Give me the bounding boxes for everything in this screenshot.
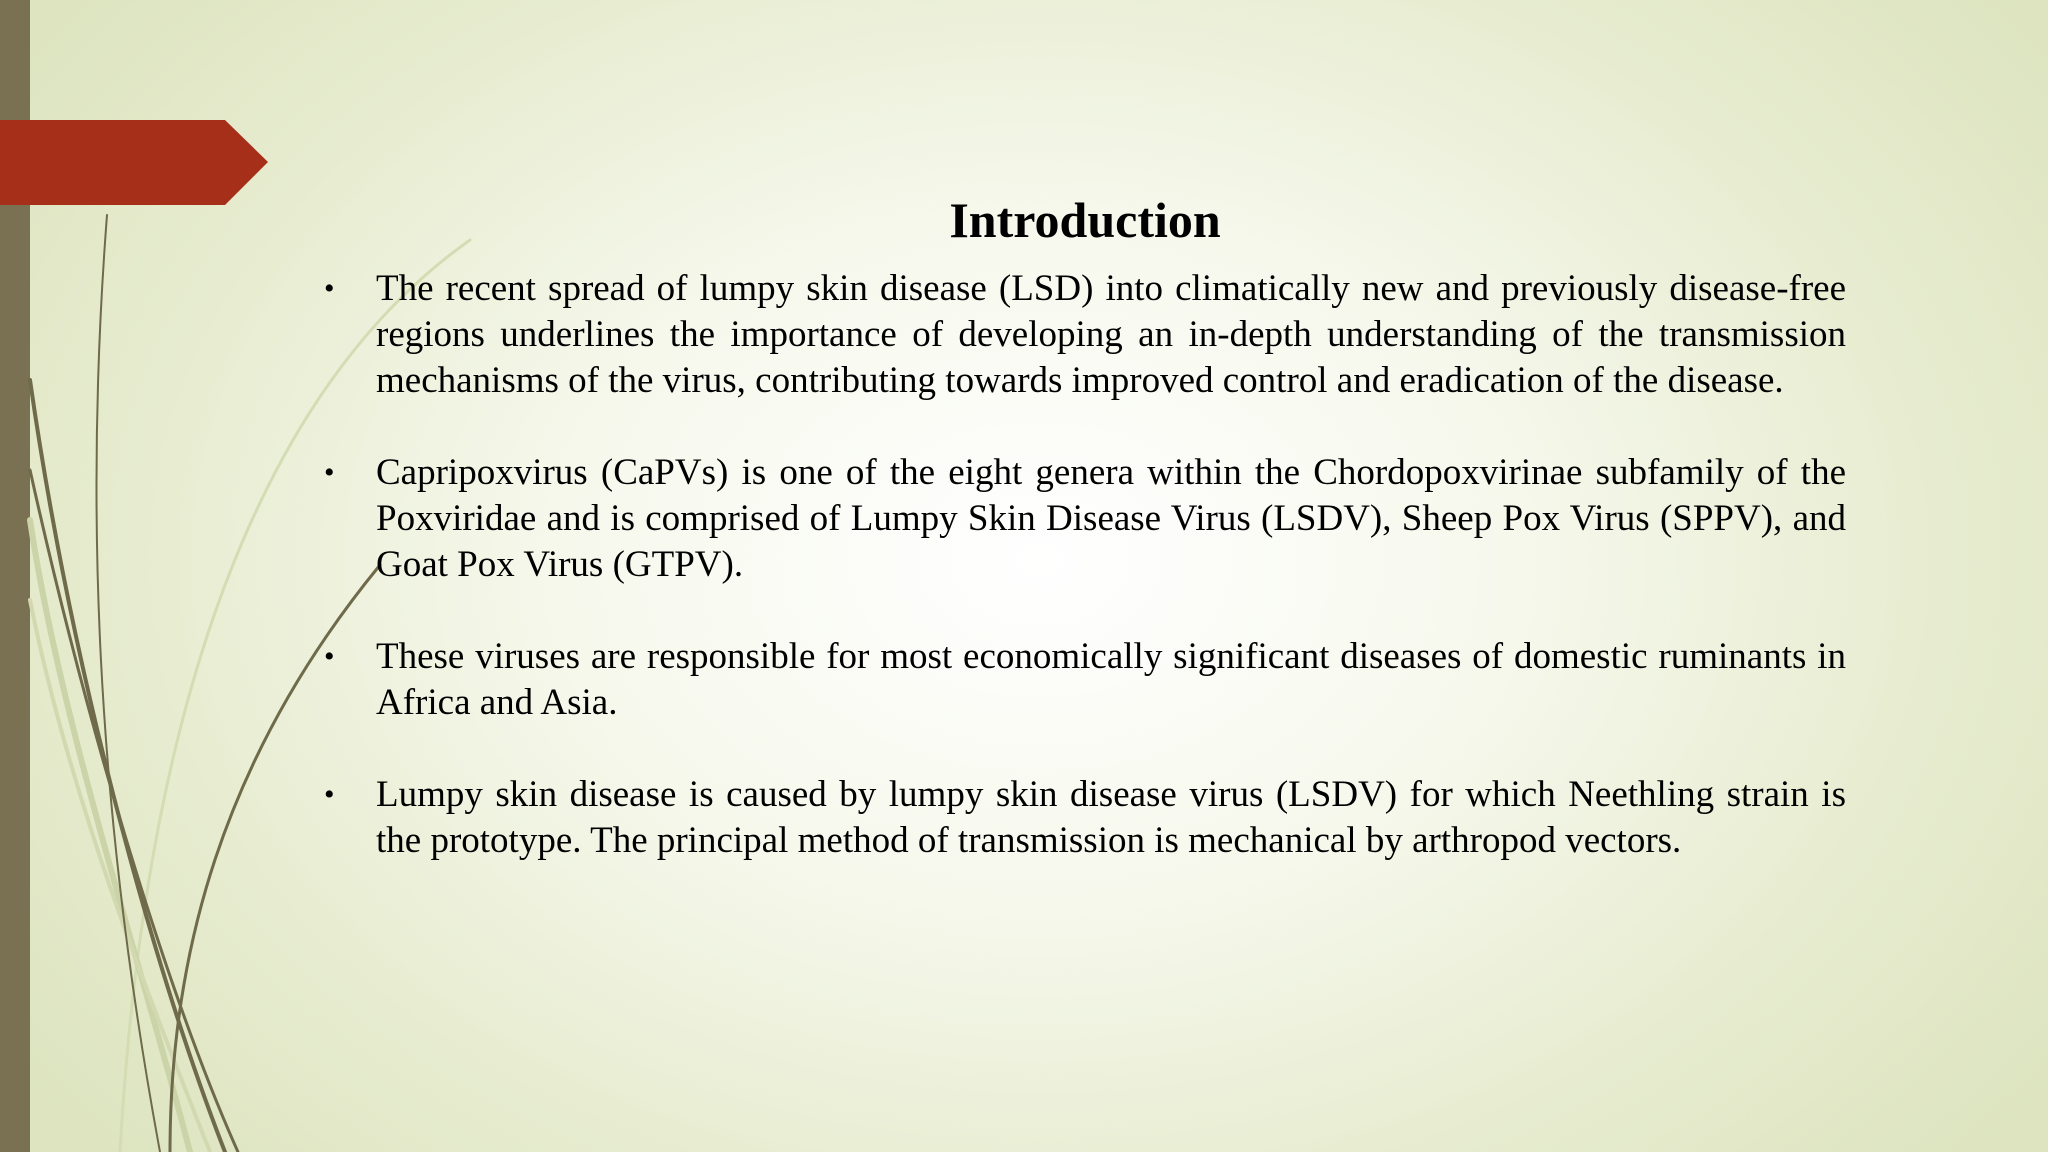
dark-curve-3 [96,215,160,1152]
bullet-item-2 [320,450,1846,588]
bullet-list [320,266,1846,910]
bullet-marker: • [324,778,335,811]
bullet-text: Lumpy skin disease is caused by lumpy skin disease virus (LSDV) for which Neethling strain is the prototype. The principal method of transmission is mechanical by arthropod vectors. [376,774,1846,861]
bullet-text: These viruses are responsible for most economically significant diseases of domestic ruminants in Africa and Asia. [376,636,1846,723]
dark-curve-2 [30,470,238,1152]
light-curve-3 [30,600,210,1152]
bullet-marker: • [324,456,335,489]
bullet-text: Capripoxvirus (CaPVs) is one of the eight genera within the Chordopoxvirinae subfamily of the Poxviridae and is comprised of Lumpy Skin Disease Virus (LSDV), Sheep Pox Virus (SPPV), and Goat Pox Virus (GTPV). [376,452,1846,585]
bullet-item-1 [320,266,1846,404]
bullet-marker: • [324,640,335,673]
slide-title: Introduction [949,191,1221,248]
dark-curve-1 [30,380,225,1152]
bullet-item-3 [320,634,1846,726]
bullet-item-4 [320,772,1846,864]
left-accent-bar [0,0,30,1152]
bullet-text: The recent spread of lumpy skin disease (LSD) into climatically new and previously disease-free regions underlines the importance of developing an in-depth understanding of the transmission mechanisms of the virus, contributing towards improved control and eradication of the disease. [376,268,1846,401]
light-curve-2 [30,520,190,1152]
bullet-marker: • [324,272,335,305]
